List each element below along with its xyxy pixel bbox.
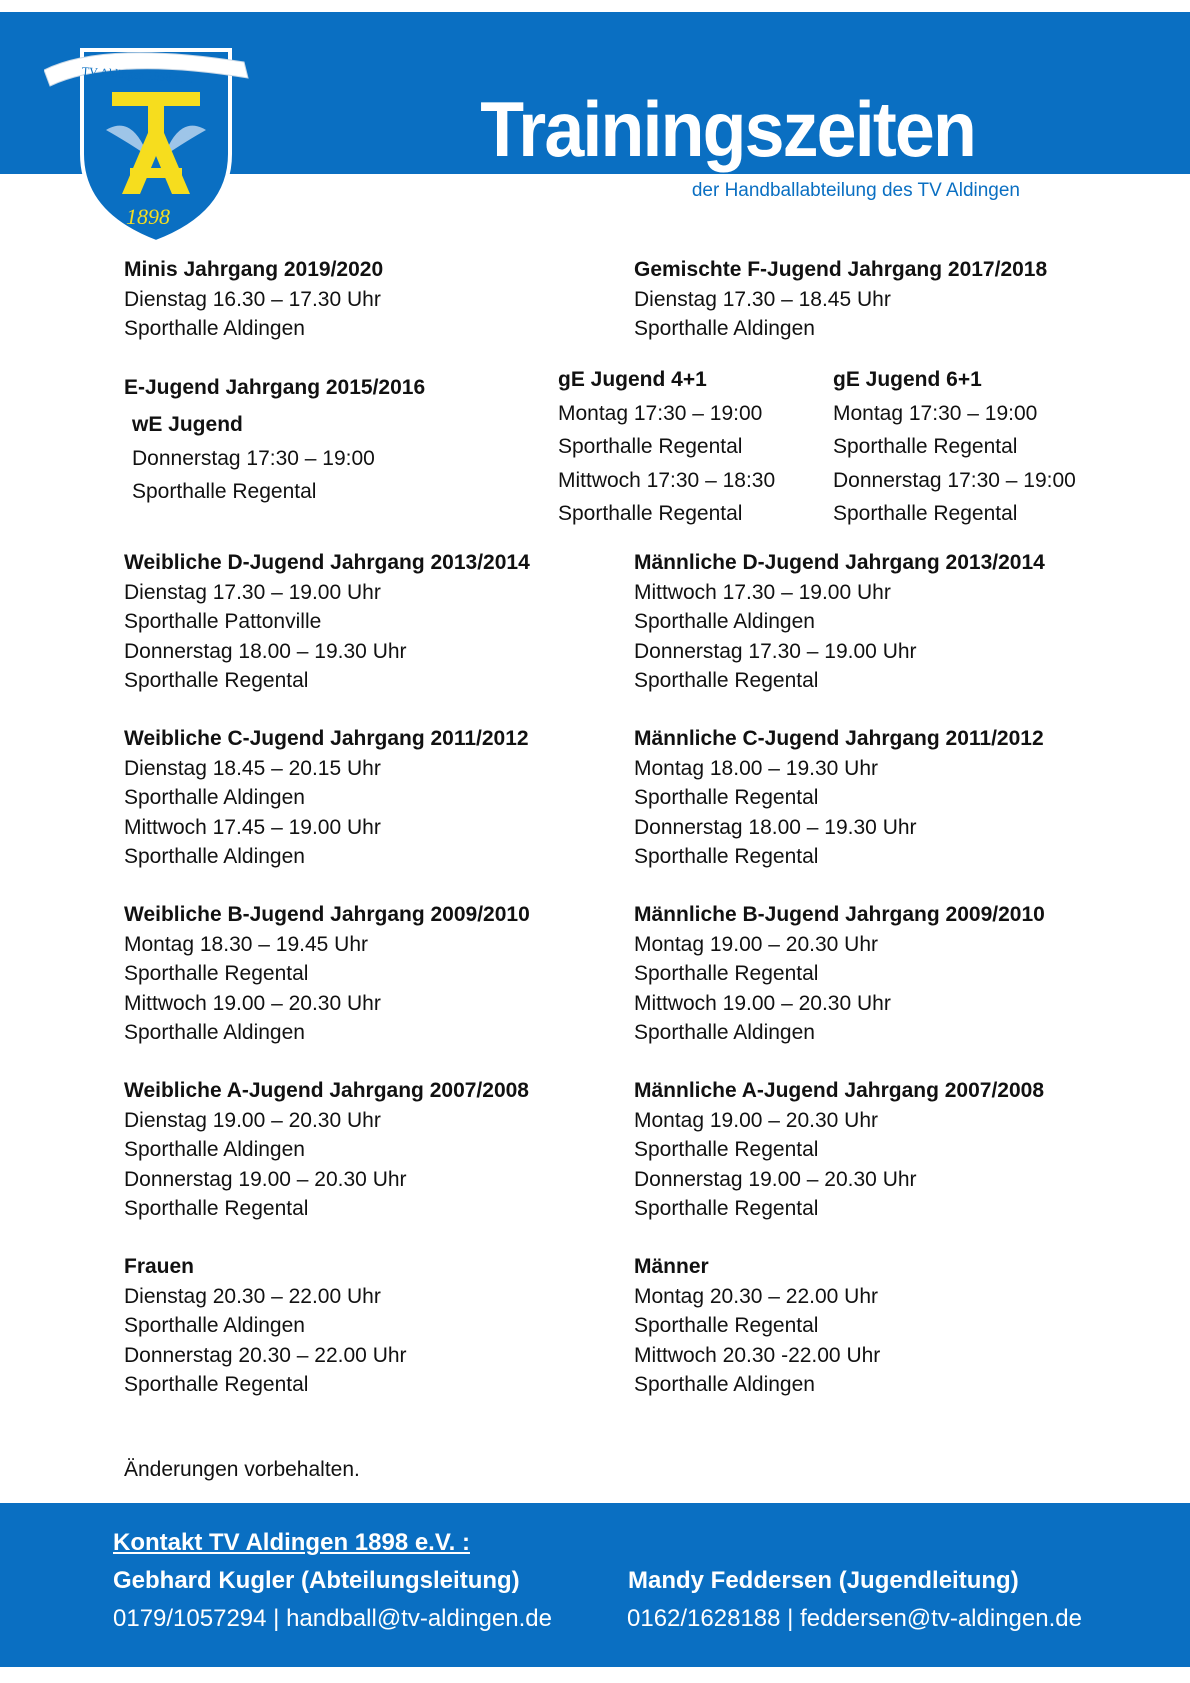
section-line: Sporthalle Aldingen [124, 786, 305, 809]
section-line: Sporthalle Regental [634, 1314, 819, 1337]
section-line: Dienstag 18.45 – 20.15 Uhr [124, 756, 381, 780]
contact-footer [0, 1503, 1190, 1667]
section-line: Sporthalle Regental [634, 1197, 819, 1220]
section-title: Männliche C-Jugend Jahrgang 2011/2012 [634, 727, 1044, 750]
section-weibliche-d [124, 548, 530, 696]
section-title: Männliche D-Jugend Jahrgang 2013/2014 [634, 551, 1045, 574]
section-line: Montag 17:30 – 19:00 [558, 401, 763, 425]
section-line: Sporthalle Regental [634, 845, 819, 868]
section-line: Sporthalle Regental [833, 435, 1018, 458]
section-line: Montag 20.30 – 22.00 Uhr [634, 1284, 879, 1308]
section-title: gE Jugend 6+1 [833, 368, 982, 391]
section-line: Donnerstag 19.00 – 20.30 Uhr [634, 1167, 917, 1191]
section-maennliche-c [634, 724, 1044, 872]
changes-note: Änderungen vorbehalten. [124, 1458, 360, 1481]
section-line: Sporthalle Regental [833, 502, 1018, 525]
section-title: Männliche B-Jugend Jahrgang 2009/2010 [634, 903, 1045, 926]
section-line: Sporthalle Aldingen [634, 610, 815, 633]
section-line: Sporthalle Regental [634, 1138, 819, 1161]
section-title: Männer [634, 1255, 709, 1278]
section-title: Gemischte F-Jugend Jahrgang 2017/2018 [634, 258, 1048, 281]
section-line: Sporthalle Regental [124, 669, 309, 692]
contact-person2-name: Mandy Feddersen (Jugendleitung) [628, 1567, 1019, 1594]
section-weibliche-c [124, 724, 529, 872]
section-line: Dienstag 17.30 – 19.00 Uhr [124, 580, 381, 604]
contact-person2-details[interactable]: 0162/1628188 | feddersen@tv-aldingen.de [627, 1605, 1082, 1632]
section-line: Sporthalle Regental [124, 962, 309, 985]
section-line: Sporthalle Regental [634, 962, 819, 985]
section-title: wE Jugend [132, 413, 243, 436]
section-line: Sporthalle Aldingen [124, 317, 305, 340]
section-line: Sporthalle Aldingen [124, 1138, 305, 1161]
section-line: Mittwoch 19.00 – 20.30 Uhr [634, 991, 891, 1015]
section-ge-6plus1 [833, 363, 1076, 531]
section-title: Weibliche B-Jugend Jahrgang 2009/2010 [124, 903, 530, 926]
section-line: Mittwoch 20.30 -22.00 Uhr [634, 1343, 881, 1367]
club-logo-icon [44, 44, 264, 244]
section-line: Donnerstag 17.30 – 19.00 Uhr [634, 639, 917, 663]
section-line: Dienstag 17.30 – 18.45 Uhr [634, 287, 891, 311]
section-line: Sporthalle Aldingen [124, 1021, 305, 1044]
section-line: Sporthalle Pattonville [124, 610, 322, 633]
section-line: Sporthalle Regental [124, 1373, 309, 1396]
section-maennliche-a [634, 1076, 1044, 1224]
section-line: Sporthalle Aldingen [124, 1314, 305, 1337]
page-title: Trainingszeiten [480, 85, 975, 173]
section-line: Dienstag 19.00 – 20.30 Uhr [124, 1108, 381, 1132]
section-maennliche-b [634, 900, 1045, 1048]
section-line: Mittwoch 17.45 – 19.00 Uhr [124, 815, 381, 839]
section-line: Donnerstag 19.00 – 20.30 Uhr [124, 1167, 407, 1191]
section-line: Mittwoch 17:30 – 18:30 [558, 468, 776, 492]
section-f-jugend [634, 255, 1047, 344]
section-title: Weibliche A-Jugend Jahrgang 2007/2008 [124, 1079, 529, 1102]
section-line: Sporthalle Regental [132, 480, 317, 503]
section-line: Donnerstag 20.30 – 22.00 Uhr [124, 1343, 407, 1367]
section-title: gE Jugend 4+1 [558, 368, 707, 391]
section-we-jugend [132, 408, 375, 509]
section-line: Mittwoch 19.00 – 20.30 Uhr [124, 991, 381, 1015]
section-line: Dienstag 16.30 – 17.30 Uhr [124, 287, 381, 311]
contact-person1-details[interactable]: 0179/1057294 | handball@tv-aldingen.de [113, 1605, 552, 1632]
section-line: Sporthalle Aldingen [634, 1021, 815, 1044]
section-title: E-Jugend Jahrgang 2015/2016 [124, 376, 426, 399]
section-title: Weibliche C-Jugend Jahrgang 2011/2012 [124, 727, 529, 750]
section-line: Sporthalle Regental [634, 669, 819, 692]
section-line: Montag 18.30 – 19.45 Uhr [124, 932, 369, 956]
section-line: Donnerstag 18.00 – 19.30 Uhr [124, 639, 407, 663]
section-line: Sporthalle Aldingen [124, 845, 305, 868]
section-line: Sporthalle Aldingen [634, 317, 815, 340]
section-line: Sporthalle Aldingen [634, 1373, 815, 1396]
section-weibliche-a [124, 1076, 529, 1224]
section-line: Mittwoch 17.30 – 19.00 Uhr [634, 580, 891, 604]
section-title: Frauen [124, 1255, 195, 1278]
section-line: Donnerstag 17:30 – 19:00 [132, 446, 375, 470]
section-minis [124, 255, 383, 344]
section-line: Montag 17:30 – 19:00 [833, 401, 1038, 425]
section-line: Montag 19.00 – 20.30 Uhr [634, 1108, 879, 1132]
section-line: Montag 18.00 – 19.30 Uhr [634, 756, 879, 780]
section-line: Donnerstag 17:30 – 19:00 [833, 468, 1076, 492]
logo-year-text: 1898 [126, 204, 170, 229]
section-weibliche-b [124, 900, 530, 1048]
section-line: Dienstag 20.30 – 22.00 Uhr [124, 1284, 381, 1308]
section-line: Montag 19.00 – 20.30 Uhr [634, 932, 879, 956]
section-frauen [124, 1252, 407, 1400]
section-line: Sporthalle Regental [558, 502, 743, 525]
section-title: Männliche A-Jugend Jahrgang 2007/2008 [634, 1079, 1045, 1102]
contact-person1-name: Gebhard Kugler (Abteilungsleitung) [113, 1567, 520, 1594]
section-title: Minis Jahrgang 2019/2020 [124, 258, 384, 281]
section-e-jugend [124, 373, 425, 403]
section-line: Sporthalle Regental [634, 786, 819, 809]
section-maennliche-d [634, 548, 1045, 696]
section-ge-4plus1 [558, 363, 775, 531]
section-title: Weibliche D-Jugend Jahrgang 2013/2014 [124, 551, 530, 574]
section-maenner [634, 1252, 880, 1400]
contact-title: Kontakt TV Aldingen 1898 e.V. : [113, 1529, 470, 1556]
logo-ribbon-text: TV Aldingen 1898 e.V. [81, 63, 194, 86]
section-line: Donnerstag 18.00 – 19.30 Uhr [634, 815, 917, 839]
section-line: Sporthalle Regental [124, 1197, 309, 1220]
section-line: Sporthalle Regental [558, 435, 743, 458]
page-subtitle: der Handballabteilung des TV Aldingen [691, 180, 1020, 201]
